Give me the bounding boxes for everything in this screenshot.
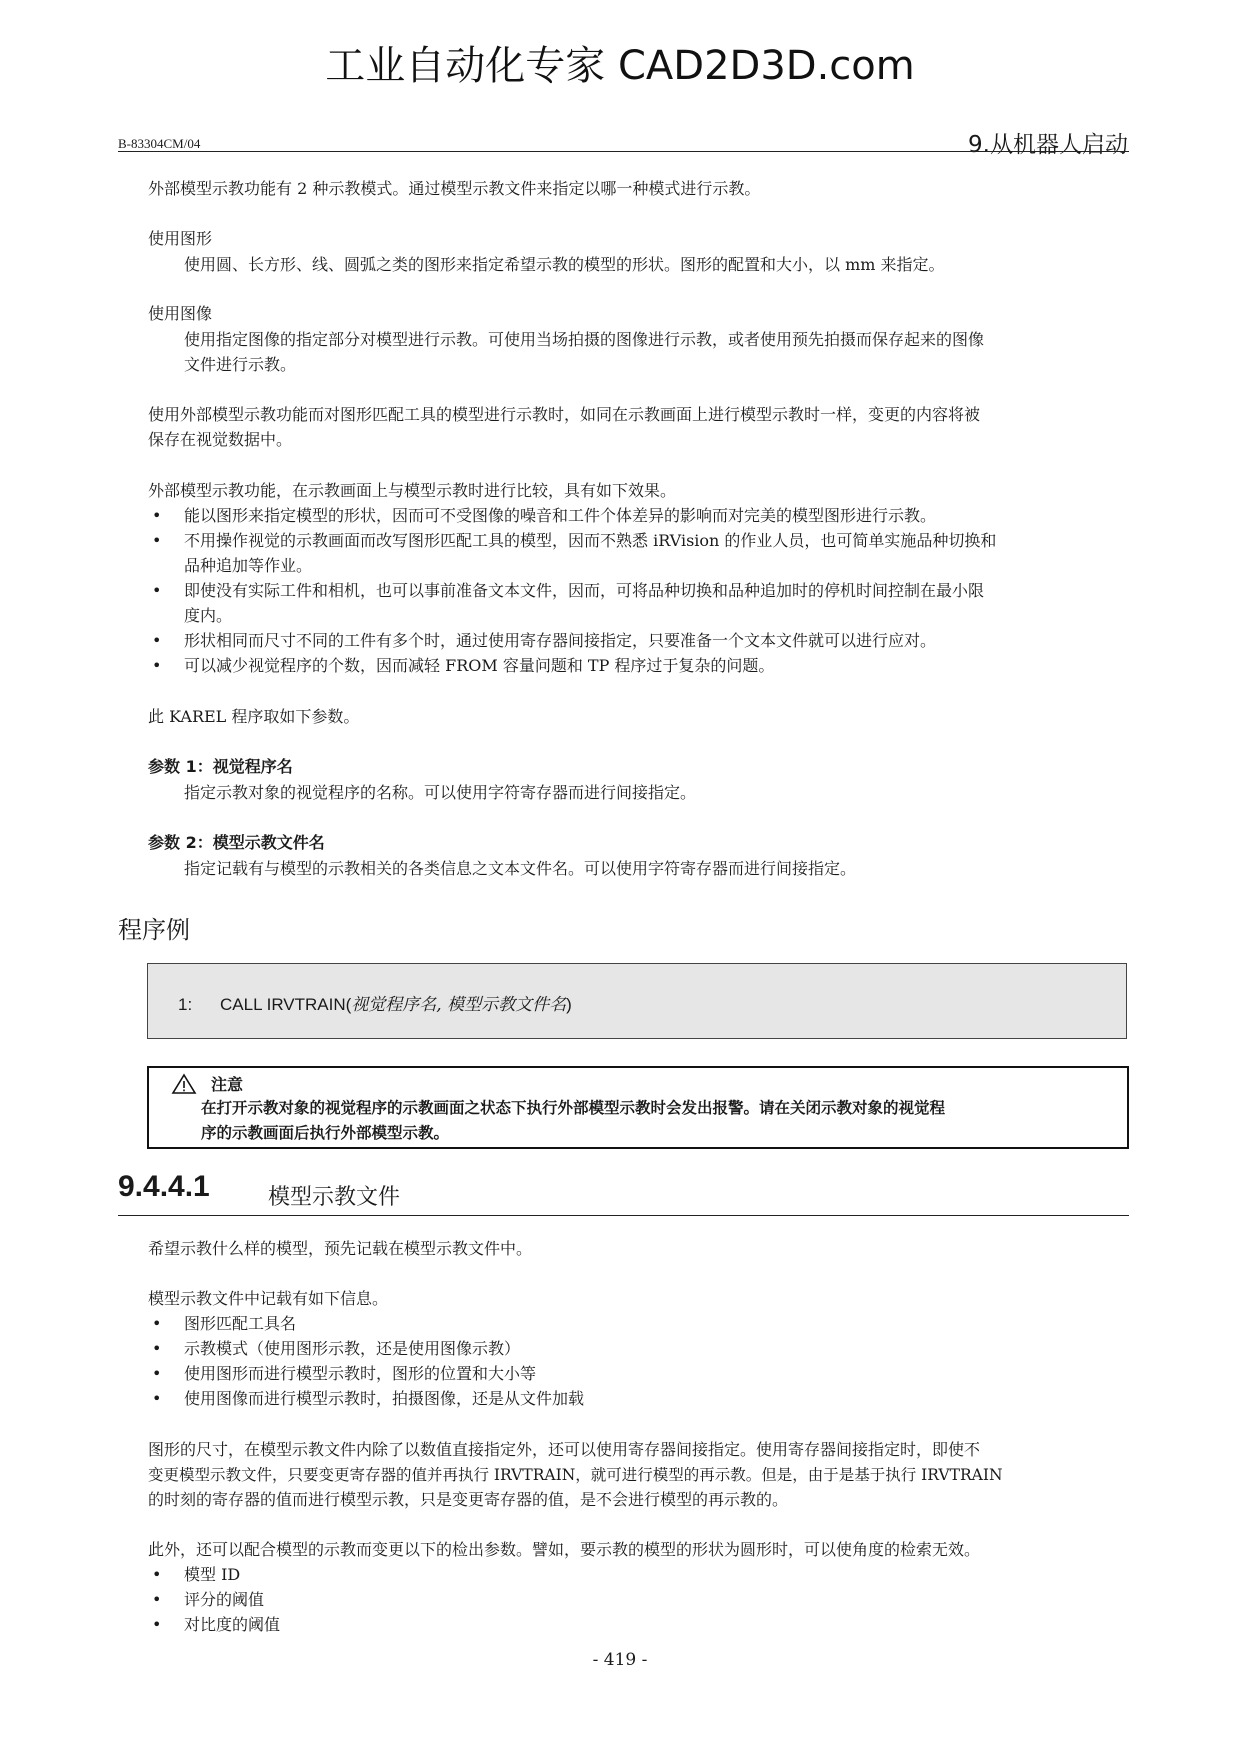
document-code: B-83304CM/04 — [118, 136, 201, 151]
code-line — [178, 990, 572, 1015]
section-paragraph-3-line2: 变更模型示教文件，只要变更寄存器的值并再执行 IRVTRAIN，就可进行模型的再示教。但是，由于是基于执行 IRVTRAIN — [148, 1466, 1003, 1484]
effects-list — [148, 503, 1130, 678]
list-item: • 形状相同而尺寸不同的工件有多个时，通过使用寄存器间接指定，只要准备一个文本文件就可以进行应对。 — [148, 628, 1130, 653]
bullet-icon: • — [152, 1389, 162, 1408]
code-close: ) — [566, 995, 572, 1014]
watermark-title: 工业自动化专家 CAD2D3D.com — [325, 43, 915, 89]
bullet-icon: • — [152, 531, 162, 550]
save-paragraph-line1: 使用外部模型示教功能而对图形匹配工具的模型进行示教时，如同在示教画面上进行模型示教时一样，变更的内容将被 — [148, 405, 981, 424]
detect-params-list — [148, 1562, 1130, 1637]
info-list — [148, 1311, 1130, 1411]
param2-title: 参数 2：模型示教文件名 — [148, 833, 325, 852]
bullet-icon: • — [152, 1565, 162, 1584]
section-divider — [118, 1215, 1129, 1216]
caution-text: 在打开示教对象的视觉程序的示教画面之状态下执行外部模型示教时会发出报警。请在关闭示教对象的视觉程 序的示教画面后执行外部模型示教。 — [201, 1099, 946, 1142]
caution-title: 注意 — [211, 1075, 244, 1094]
karel-parameters-line: 此 KAREL 程序取如下参数。 — [148, 707, 360, 726]
chapter-title: 9.从机器人启动 — [968, 132, 1128, 158]
param2-text: 指定记载有与模型的示教相关的各类信息之文本文件名。可以使用字符寄存器而进行间接指定。 — [184, 859, 857, 878]
bullet-icon: • — [152, 1339, 162, 1358]
section-title: 模型示教文件 — [268, 1185, 401, 1210]
mode-shape-text: 使用圆、长方形、线、圆弧之类的图形来指定希望示教的模型的形状。图形的配置和大小，以 mm 来指定。 — [184, 255, 945, 274]
header-divider — [118, 151, 1129, 152]
mode-image-text-line2: 文件进行示教。 — [184, 355, 297, 374]
intro-paragraph: 外部模型示教功能有 2 种示教模式。通过模型示教文件来指定以哪一种模式进行示教。 — [148, 179, 761, 198]
list-item: • 示教模式（使用图形示教，还是使用图像示教） — [148, 1336, 1130, 1361]
code-line-number: 1: — [178, 995, 193, 1014]
bullet-icon: • — [152, 1590, 162, 1609]
bullet-icon: • — [152, 631, 162, 650]
list-item: • 能以图形来指定模型的形状，因而可不受图像的噪音和工件个体差异的影响而对完美的模型图形进行示教。 — [148, 503, 1130, 528]
bullet-icon: • — [152, 581, 162, 600]
mode-image-title: 使用图像 — [148, 304, 213, 323]
effects-lead: 外部模型示教功能，在示教画面上与模型示教时进行比较，具有如下效果。 — [148, 481, 677, 500]
list-item-continuation: 度内。 — [184, 606, 233, 625]
bullet-icon: • — [152, 1314, 162, 1333]
bullet-icon: • — [152, 1615, 162, 1634]
save-paragraph-line2: 保存在视觉数据中。 — [148, 430, 293, 449]
param1-text: 指定示教对象的视觉程序的名称。可以使用字符寄存器而进行间接指定。 — [184, 783, 697, 802]
section-paragraph-1: 希望示教什么样的模型，预先记载在模型示教文件中。 — [148, 1239, 533, 1258]
list-item: • 使用图像而进行模型示教时，拍摄图像，还是从文件加载 — [148, 1386, 1130, 1411]
code-arguments: 视觉程序名, 模型示教文件名 — [351, 995, 567, 1015]
code-call: CALL IRVTRAIN( — [220, 995, 352, 1014]
list-item: • 即使没有实际工件和相机，也可以事前准备文本文件，因而，可将品种切换和品种追加时的停机时间控制在最小限 — [148, 578, 1130, 603]
param1-title: 参数 1：视觉程序名 — [148, 757, 293, 776]
list-item: • 模型 ID — [148, 1562, 1130, 1587]
list-item-continuation: 品种追加等作业。 — [184, 556, 313, 575]
caution-note-box — [147, 1066, 1129, 1149]
section-paragraph-4: 此外，还可以配合模型的示教而变更以下的检出参数。譬如，要示教的模型的形状为圆形时，可以使角度的检索无效。 — [148, 1540, 981, 1559]
section-number: 9.4.4.1 — [118, 1170, 210, 1203]
warning-triangle-icon — [171, 1073, 197, 1099]
page-number: - 419 - — [592, 1650, 648, 1670]
list-item: • 不用操作视觉的示教画面而改写图形匹配工具的模型，因而不熟悉 iRVision 的作业人员，也可简单实施品种切换和 — [148, 528, 1130, 553]
section-paragraph-3-line3: 的时刻的寄存器的值而进行模型示教，只是变更寄存器的值，是不会进行模型的再示教的。 — [148, 1490, 789, 1509]
section-info-lead: 模型示教文件中记载有如下信息。 — [148, 1289, 389, 1308]
program-example-heading: 程序例 — [118, 916, 190, 944]
list-item: • 使用图形而进行模型示教时，图形的位置和大小等 — [148, 1361, 1130, 1386]
code-example-box — [147, 963, 1127, 1039]
list-item: • 可以减少视觉程序的个数，因而减轻 FROM 容量问题和 TP 程序过于复杂的问题。 — [148, 653, 1130, 678]
bullet-icon: • — [152, 1364, 162, 1383]
list-item: • 对比度的阈值 — [148, 1612, 1130, 1637]
mode-shape-title: 使用图形 — [148, 229, 213, 248]
section-paragraph-3-line1: 图形的尺寸，在模型示教文件内除了以数值直接指定外，还可以使用寄存器间接指定。使用寄存器间接指定时，即使不 — [148, 1440, 981, 1459]
list-item: • 评分的阈值 — [148, 1587, 1130, 1612]
bullet-icon: • — [152, 506, 162, 525]
mode-image-text-line1: 使用指定图像的指定部分对模型进行示教。可使用当场拍摄的图像进行示教，或者使用预先拍摄而保存起来的图像 — [184, 330, 985, 349]
bullet-icon: • — [152, 656, 162, 675]
list-item: • 图形匹配工具名 — [148, 1311, 1130, 1336]
